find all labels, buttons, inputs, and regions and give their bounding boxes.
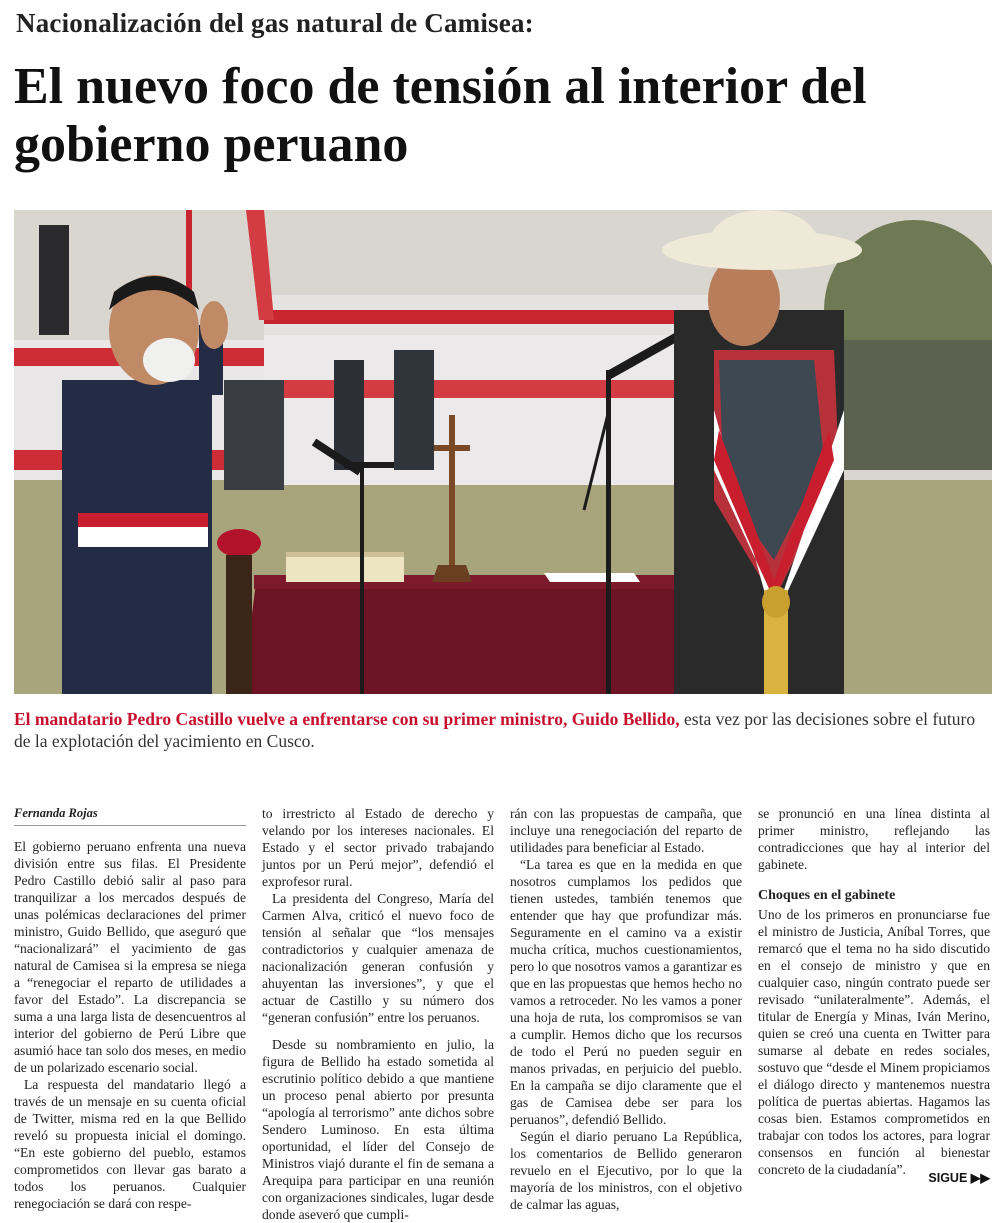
paragraph: Según el diario peruano La República, los comentarios de Bellido generaron revuelo en el Ejecutivo, por lo que la mayoría de los ministros, con el objetivo de calmar las aguas, — [510, 1129, 742, 1212]
photo-caption — [14, 708, 990, 752]
paragraph: La respuesta del mandatario llegó a través de un mensaje en su cuenta oficial de Twitter, misma red en la que Bellido reveló su propuesta inicial el domingo. “En este gobierno del pueblo, estamos comprometidos con llevar gas barato a todos los peruanos. Cualquier renegociación se dará con respe- — [14, 1077, 246, 1211]
article-headline: El nuevo foco de tensión al interior del gobierno peruano — [14, 58, 867, 173]
continue-label: SIGUE ▶▶ — [928, 1171, 990, 1185]
column-1 — [14, 805, 246, 1212]
paragraph: La presidenta del Congreso, María del Carmen Alva, criticó el nuevo foco de tensión al señalar que “los mensajes contradictorios y cualquier amenaza de nacionalización generan confusión y ahuyentan las inversiones”, y que el actuar de Castillo y su número dos “generan confusión” entre los peruanos. — [262, 891, 494, 1025]
paragraph: Uno de los primeros en pronunciarse fue el ministro de Justicia, Aníbal Torres, que remarcó que el tema no ha sido discutido en el consejo de ministro y que en cualquier caso, ningún contrato puede ser revisado “unilateralmente”. Además, el titular de Energía y Minas, Iván Merino, quien se creó una cuenta en Twitter para sumarse al debate en redes sociales, sostuvo que “desde el Minem propiciamos el diálogo directo y mantenemos nuestra política de puertas abiertas. Hagamos las cosas bien. Estamos comprometidos en trabajar con todos los actores, para lograr consensos en función al bienestar concreto de la ciudadanía”. — [758, 907, 990, 1177]
paragraph: se pronunció en una línea distinta al primer ministro, reflejando las contradicciones que hay al interior del gabinete. — [758, 806, 990, 872]
paragraph: “La tarea es que en la medida en que nosotros cumplamos los pedidos que tienen ustedes, también tenemos que entender que hay que profundizar más. Seguramente en el camino va a existir mucha crítica, muchos cuestionamientos, pero lo que nosotros vamos a garantizar es que en las propuestas que hemos hecho no vamos a retroceder. No les vamos a poner una hoja de ruta, los compromisos se van a cumplir. Hemos dicho que los recursos de todo el Perú no pueden seguir en manos privadas, en perjuicio del pueblo. En la campaña se dijo claramente que el gas de Camisea debe ser para los peruanos”, defendió Bellido. — [510, 857, 742, 1127]
column-2 — [262, 805, 494, 1223]
paragraph: rán con las propuestas de campaña, que incluye una renegociación del reparto de utilidades para beneficiar al Estado. — [510, 806, 742, 855]
article-kicker: Nacionalización del gas natural de Camisea: — [16, 8, 534, 38]
paragraph: El gobierno peruano enfrenta una nueva división entre sus filas. El Presidente Pedro Castillo debió salir al paso para tranquilizar a los mercados después de unas polémicas declaraciones del primer ministro, Guido Bellido, que aseguró que “nacionalizará” el yacimiento de gas natural de Camisea si la empresa se niega a “renegociar el reparto de utilidades a favor del Estado”. La discrepancia se suma a una larga lista de desencuentros al interior del gobierno de Perú Libre que asumió hace tan solo dos meses, en medio de un polarizado escenario social. — [14, 839, 246, 1075]
article-photo — [14, 210, 992, 694]
column-3 — [510, 805, 742, 1213]
caption-lead: El mandatario Pedro Castillo vuelve a enfrentarse con su primer ministro, Guido Bellido, — [14, 709, 680, 729]
byline: Fernanda Rojas — [14, 805, 246, 826]
section-subhead: Choques en el gabinete — [758, 888, 896, 903]
paragraph: to irrestricto al Estado de derecho y velando por los intereses nacionales. El Estado y el sector privado trabajando juntos por un Perú mejor”, defendió el exprofesor rural. — [262, 806, 494, 889]
caption-rest: esta vez por las decisiones sobre el futuro de la explotación del yacimiento en Cusco. — [14, 709, 976, 751]
column-4 — [758, 805, 990, 1178]
paragraph: Desde su nombramiento en julio, la figura de Bellido ha estado sometida al escrutinio político debido a que mantiene un proceso penal abierto por presunta “apología al terrorismo” ante dichos sobre Sendero Luminoso. En esta última oportunidad, el líder del Consejo de Ministros viajó durante el fin de semana a Arequipa para participar en una reunión con organizaciones sindicales, lugar desde donde aseveró que cumpli- — [262, 1037, 494, 1222]
